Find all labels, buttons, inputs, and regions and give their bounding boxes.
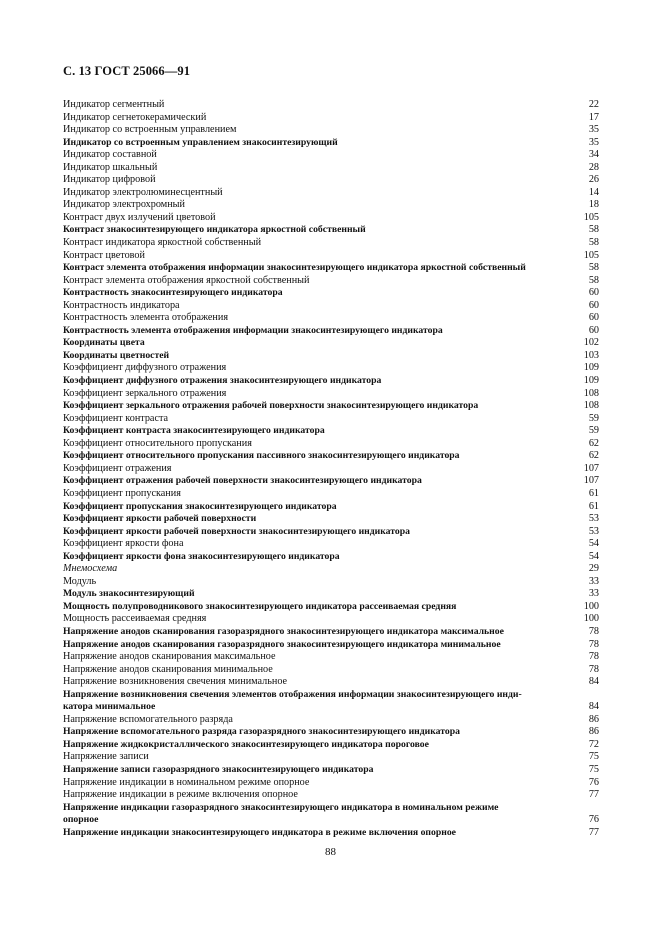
index-entry [63, 350, 599, 363]
index-term: Модуль [63, 575, 97, 587]
index-entry [63, 400, 599, 413]
index-term: Напряжение записи газоразрядного знакосинтезирующего индикатора [63, 763, 374, 775]
index-list [63, 99, 599, 839]
index-entry [63, 275, 599, 288]
index-term: Индикатор цифровой [63, 174, 156, 186]
index-term: Контраст элемента отображения яркостной собственный [63, 274, 310, 286]
index-page-number: 58 [588, 237, 599, 249]
index-term: Контраст элемента отображения информации знакосинтезирующего индикатора яркостной собственный [63, 262, 526, 274]
index-page-number: 105 [583, 211, 599, 223]
index-entry [63, 588, 599, 601]
index-page-number: 100 [583, 600, 599, 612]
index-page-number: 77 [588, 826, 599, 838]
index-entry [63, 714, 599, 727]
index-page-number: 78 [588, 625, 599, 637]
index-term: Модуль знакосинтезирующий [63, 588, 195, 600]
index-page-number: 60 [588, 312, 599, 324]
index-entry [63, 337, 599, 350]
index-page-number: 58 [588, 224, 599, 236]
index-entry [63, 475, 599, 488]
index-term: Мощность полупроводникового знакосинтезирующего индикатора рассеиваемая средняя [63, 600, 457, 612]
index-page-number: 54 [588, 550, 599, 562]
index-page-number: 54 [588, 538, 599, 550]
index-entry [63, 224, 599, 237]
index-entry [63, 601, 599, 614]
index-term: Координаты цвета [63, 337, 145, 349]
index-term: Мнемосхема [63, 563, 118, 575]
index-page-number: 59 [588, 412, 599, 424]
index-page-number: 100 [583, 613, 599, 625]
index-entry [63, 312, 599, 325]
index-entry [63, 162, 599, 175]
index-page-number: 28 [588, 161, 599, 173]
index-term: Коэффициент отражения [63, 462, 172, 474]
index-term: Напряжение возникновения свечения минимальное [63, 676, 288, 688]
index-page-number: 78 [588, 663, 599, 675]
index-page-number: 61 [588, 500, 599, 512]
index-entry [63, 689, 599, 714]
index-page-number: 108 [583, 400, 599, 412]
index-term: Коэффициент яркости фона знакосинтезирующего индикатора [63, 550, 340, 562]
index-entry [63, 112, 599, 125]
index-term: Коэффициент относительного пропускания пассивного знакосинтезирующего индикатора [63, 450, 460, 462]
index-page-number: 18 [588, 199, 599, 211]
index-entry [63, 789, 599, 802]
index-term: Напряжение анодов сканирования газоразрядного знакосинтезирующего индикатора минимальное [63, 638, 501, 650]
index-term: Индикатор составной [63, 149, 157, 161]
index-entry [63, 300, 599, 313]
index-page-number: 77 [588, 789, 599, 801]
index-entry [63, 137, 599, 150]
index-entry [63, 488, 599, 501]
index-term: Напряжение возникновения свечения элементов отображения информации знакосинтезирующего инди- катора минимальное [63, 688, 522, 713]
index-term: Коэффициент яркости фона [63, 538, 184, 550]
index-entry [63, 250, 599, 263]
index-page-number: 78 [588, 651, 599, 663]
index-page-number: 75 [588, 751, 599, 763]
index-entry [63, 375, 599, 388]
index-term: Индикатор шкальный [63, 161, 158, 173]
index-page-number: 60 [588, 299, 599, 311]
page-number: 88 [325, 846, 336, 858]
index-entry [63, 739, 599, 752]
index-page-number: 53 [588, 513, 599, 525]
index-page-number: 62 [588, 450, 599, 462]
index-page-number: 105 [583, 249, 599, 261]
index-entry [63, 538, 599, 551]
index-entry [63, 199, 599, 212]
index-term: Напряжение индикации газоразрядного знакосинтезирующего индикатора в номинальном режиме опорное [63, 801, 499, 826]
index-page-number: 109 [583, 375, 599, 387]
index-term: Коэффициент яркости рабочей поверхности [63, 513, 257, 525]
index-term: Индикатор со встроенным управлением [63, 124, 237, 136]
index-page-number: 84 [588, 676, 599, 688]
index-entry [63, 99, 599, 112]
index-entry [63, 438, 599, 451]
index-term: Индикатор со встроенным управлением знакосинтезирующий [63, 136, 338, 148]
index-entry [63, 174, 599, 187]
index-entry [63, 551, 599, 564]
index-entry [63, 526, 599, 539]
index-page-number: 35 [588, 136, 599, 148]
index-page-number: 109 [583, 362, 599, 374]
index-term: Контраст двух излучений цветовой [63, 211, 216, 223]
index-term: Коэффициент зеркального отражения [63, 387, 227, 399]
index-page-number: 35 [588, 124, 599, 136]
index-entry [63, 626, 599, 639]
index-entry [63, 664, 599, 677]
page-header: С. 13 ГОСТ 25066—91 [63, 64, 191, 78]
index-entry [63, 576, 599, 589]
index-term: Коэффициент диффузного отражения знакосинтезирующего индикатора [63, 375, 382, 387]
index-entry [63, 802, 599, 827]
index-page-number: 60 [588, 287, 599, 299]
index-page-number: 75 [588, 763, 599, 775]
index-entry [63, 362, 599, 375]
index-page-number: 76 [588, 776, 599, 788]
index-term: Коэффициент контраста [63, 412, 169, 424]
index-page-number: 103 [583, 349, 599, 361]
index-page-number: 62 [588, 437, 599, 449]
index-term: Коэффициент контраста знакосинтезирующего индикатора [63, 425, 325, 437]
index-entry [63, 563, 599, 576]
index-page-number: 102 [583, 337, 599, 349]
index-term: Напряжение индикации знакосинтезирующего индикатора в режиме включения опорное [63, 826, 456, 838]
index-entry [63, 639, 599, 652]
index-term: Контраст индикатора яркостной собственный [63, 237, 262, 249]
index-page-number: 26 [588, 174, 599, 186]
index-entry [63, 777, 599, 790]
index-entry [63, 124, 599, 137]
index-page-number: 58 [588, 262, 599, 274]
index-page-number: 34 [588, 149, 599, 161]
index-term: Напряжение индикации в номинальном режиме опорное [63, 776, 310, 788]
index-entry [63, 413, 599, 426]
index-page-number: 78 [588, 638, 599, 650]
index-page-number: 14 [588, 186, 599, 198]
index-page-number: 76 [588, 814, 599, 826]
index-entry [63, 651, 599, 664]
index-term: Коэффициент диффузного отражения [63, 362, 227, 374]
index-term: Мощность рассеиваемая средняя [63, 613, 207, 625]
index-entry [63, 325, 599, 338]
index-entry [63, 237, 599, 250]
index-term: Коэффициент зеркального отражения рабочей поверхности знакосинтезирующего индикатора [63, 400, 479, 412]
index-term: Контраст цветовой [63, 249, 145, 261]
index-page-number: 84 [588, 701, 599, 713]
index-page-number: 72 [588, 738, 599, 750]
index-entry [63, 513, 599, 526]
index-page-number: 86 [588, 713, 599, 725]
index-page-number: 53 [588, 525, 599, 537]
index-page-number: 107 [583, 475, 599, 487]
index-entry [63, 187, 599, 200]
index-term: Напряжение анодов сканирования максимальное [63, 651, 276, 663]
index-term: Контрастность элемента отображения информации знакосинтезирующего индикатора [63, 324, 443, 336]
index-term: Напряжение вспомогательного разряда [63, 713, 233, 725]
index-page-number: 58 [588, 274, 599, 286]
index-term: Контрастность элемента отображения [63, 312, 229, 324]
index-term: Индикатор сегнетокерамический [63, 111, 207, 123]
index-entry [63, 726, 599, 739]
index-entry [63, 751, 599, 764]
index-term: Коэффициент пропускания знакосинтезирующего индикатора [63, 500, 337, 512]
index-term: Напряжение жидкокристаллического знакосинтезирующего индикатора пороговое [63, 738, 429, 750]
index-term: Напряжение записи [63, 751, 149, 763]
index-term: Контрастность знакосинтезирующего индикатора [63, 287, 283, 299]
index-page-number: 33 [588, 575, 599, 587]
index-term: Индикатор электрохромный [63, 199, 185, 211]
index-term: Индикатор сегментный [63, 99, 165, 110]
index-page-number: 60 [588, 324, 599, 336]
index-term: Индикатор электролюминесцентный [63, 186, 223, 198]
index-entry [63, 388, 599, 401]
index-term: Коэффициент пропускания [63, 487, 181, 499]
index-page-number: 29 [588, 563, 599, 575]
index-entry [63, 287, 599, 300]
index-entry [63, 212, 599, 225]
index-term: Напряжение анодов сканирования минимальное [63, 663, 273, 675]
index-page-number: 107 [583, 462, 599, 474]
index-page-number: 108 [583, 387, 599, 399]
index-entry [63, 450, 599, 463]
index-page-number: 61 [588, 487, 599, 499]
index-entry [63, 463, 599, 476]
index-term: Контраст знакосинтезирующего индикатора яркостной собственный [63, 224, 366, 236]
index-term: Координаты цветностей [63, 349, 170, 361]
index-entry [63, 613, 599, 626]
index-entry [63, 425, 599, 438]
index-page-number: 59 [588, 425, 599, 437]
index-entry [63, 827, 599, 840]
index-term: Коэффициент яркости рабочей поверхности знакосинтезирующего индикатора [63, 525, 410, 537]
index-term: Коэффициент относительного пропускания [63, 437, 252, 449]
index-term: Напряжение вспомогательного разряда газоразрядного знакосинтезирующего индикатора [63, 726, 460, 738]
index-term: Напряжение индикации в режиме включения опорное [63, 789, 298, 801]
index-term: Контрастность индикатора [63, 299, 180, 311]
index-page-number: 33 [588, 588, 599, 600]
index-entry [63, 262, 599, 275]
index-page-number: 17 [588, 111, 599, 123]
index-page-number: 86 [588, 726, 599, 738]
index-entry [63, 149, 599, 162]
index-term: Напряжение анодов сканирования газоразрядного знакосинтезирующего индикатора максимальное [63, 625, 504, 637]
index-term: Коэффициент отражения рабочей поверхности знакосинтезирующего индикатора [63, 475, 422, 487]
index-entry [63, 764, 599, 777]
index-page-number: 22 [588, 99, 599, 110]
index-entry [63, 501, 599, 514]
index-entry [63, 676, 599, 689]
